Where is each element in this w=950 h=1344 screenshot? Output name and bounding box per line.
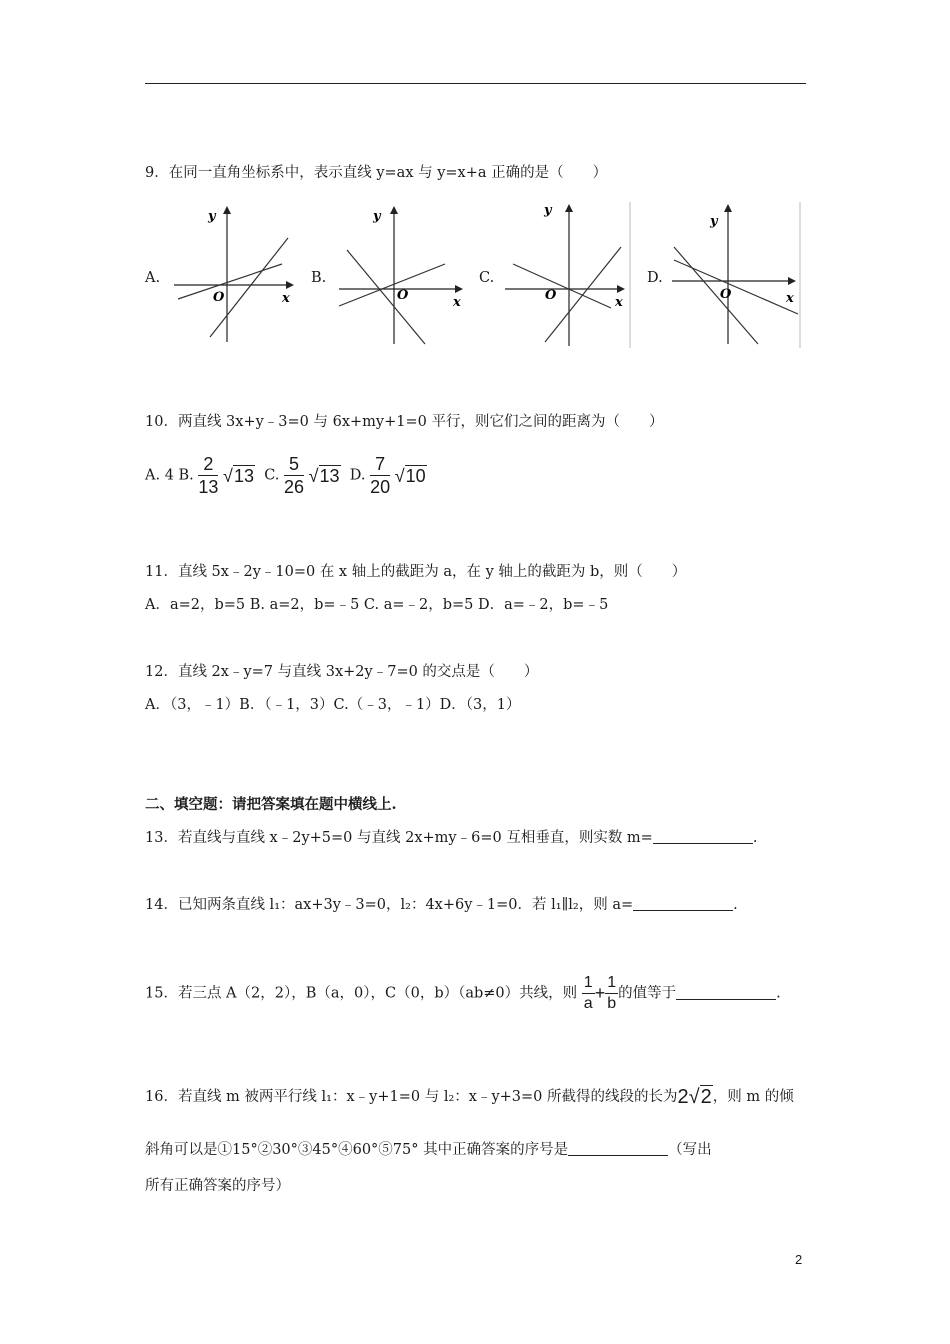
axis-x-label: x: [282, 291, 290, 306]
q9-option-d-label: D.: [647, 270, 663, 286]
q10-option-b-fraction: $\frac{2}{13}$: [198, 454, 219, 497]
axis-x-label: x: [615, 295, 623, 310]
q10-option-d-label: D.: [349, 467, 366, 484]
origin-label: O: [213, 290, 225, 305]
q10-option-c-sqrt: √13: [308, 465, 340, 486]
page-number: 2: [795, 1252, 803, 1267]
q9-option-c-label: C.: [479, 270, 495, 286]
origin-label: O: [545, 288, 557, 303]
q10-option-c-fraction: $\frac{5}{26}$: [283, 454, 305, 497]
q15-fraction-1-over-b: $\frac{1}{b}$: [607, 974, 617, 1012]
axis-x-label: x: [786, 291, 794, 306]
q10-option-b-sqrt: √13: [223, 465, 254, 486]
q13-text: 13．若直线与直线 x﹣2y+5=0 与直线 2x+my﹣6=0 互相垂直，则实数 m=: [145, 830, 653, 846]
q14: [145, 893, 738, 914]
q10-option-a-b: A. 4 B.: [145, 467, 194, 484]
axis-y-label: y: [710, 214, 718, 229]
q15: [145, 975, 781, 1012]
q13-answer-blank[interactable]: [653, 829, 753, 844]
q15-answer-blank[interactable]: [676, 985, 776, 1000]
q11-options: A．a=2，b=5 B. a=2，b=﹣5 C. a=﹣2，b=5 D．a=﹣2，b=﹣5: [145, 597, 609, 613]
q16-note: （写出: [668, 1142, 712, 1158]
q16-angles-text: 斜角可以是①15°②30°③45°④60°⑤75° 其中正确答案的序号是: [145, 1142, 569, 1158]
q14-text: 14．已知两条直线 l₁：ax+3y﹣3=0，l₂：4x+6y﹣1=0．若 l₁∥l₂，则 a=: [145, 897, 634, 913]
q9-stem: 9．在同一直角坐标系中，表示直线 y=ax 与 y=x+a 正确的是（ ）: [145, 165, 608, 181]
q9-graph-a: [170, 202, 300, 347]
q15-text-after: 的值等于: [618, 985, 677, 1002]
section-2-heading: 二、填空题：请把答案填在题中横线上.: [145, 796, 397, 813]
q10-options: [145, 455, 427, 496]
header-rule: [145, 83, 806, 84]
q15-plus: +: [594, 983, 606, 1003]
q9-option-b-label: B.: [311, 270, 327, 286]
q12-options: A．（3，﹣1）B．（﹣1，3）C.（﹣3，﹣1）D．（3，1）: [145, 697, 521, 713]
q10-option-d-sqrt: √10: [394, 465, 426, 486]
axis-y-label: y: [208, 209, 216, 224]
q13: [145, 826, 757, 847]
origin-label: O: [720, 287, 732, 302]
q16-answer-blank[interactable]: [568, 1141, 668, 1156]
q16-line-2: [145, 1138, 712, 1159]
q9-option-a-label: A.: [145, 270, 161, 286]
q15-fraction-1-over-a: $\frac{1}{a}$: [583, 974, 593, 1012]
origin-label: O: [397, 288, 409, 303]
q16-line-1: [145, 1085, 794, 1109]
q16-text-before: 16．若直线 m 被两平行线 l₁：x﹣y+1=0 与 l₂：x﹣y+3=0 所截得的线段的长为: [145, 1089, 678, 1105]
q9-graph-b: [337, 202, 472, 347]
q12-stem: 12．直线 2x﹣y=7 与直线 3x+2y﹣7=0 的交点是（ ）: [145, 664, 539, 680]
q14-answer-blank[interactable]: [633, 896, 733, 911]
q15-text-before: 15．若三点 A（2，2），B（a，0），C（0，b）（ab≠0）共线，则: [145, 985, 578, 1002]
q10-option-d-fraction: $\frac{7}{20}$: [370, 454, 391, 497]
q16-length-2sqrt2: 2√2: [677, 1086, 712, 1108]
q9-graph-c: [503, 202, 633, 348]
axis-x-label: x: [453, 295, 461, 310]
axis-y-label: y: [373, 209, 381, 224]
q13-end: .: [752, 830, 758, 846]
q16-text-after: ，则 m 的倾: [712, 1089, 794, 1105]
q14-end: .: [733, 897, 738, 913]
q15-end: .: [776, 985, 781, 1002]
q11-stem: 11．直线 5x﹣2y﹣10=0 在 x 轴上的截距为 a，在 y 轴上的截距为 b，则（ ）: [145, 564, 687, 580]
q16-line-3: 所有正确答案的序号）: [145, 1178, 290, 1194]
q10-stem: 10．两直线 3x+y﹣3=0 与 6x+my+1=0 平行，则它们之间的距离为（ ）: [145, 414, 664, 430]
q10-option-c-label: C.: [264, 467, 280, 484]
axis-y-label: y: [544, 203, 552, 218]
q9-graph-d: [670, 202, 802, 348]
